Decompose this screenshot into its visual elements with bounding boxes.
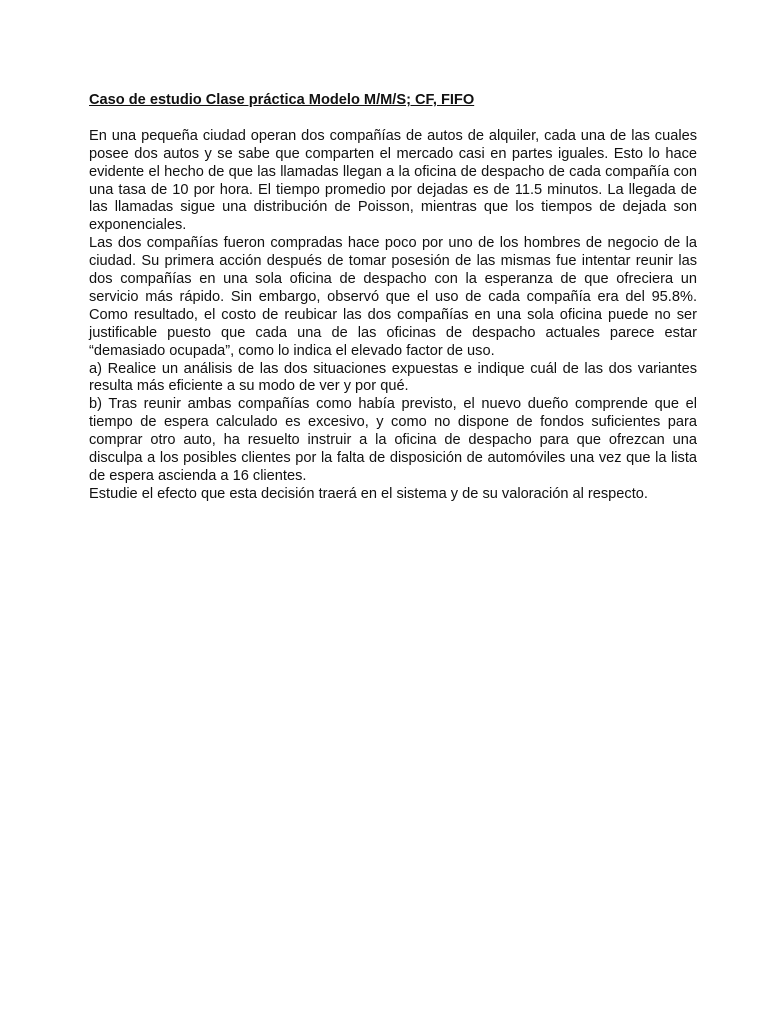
paragraph-company-merger: Las dos compañías fueron compradas hace poco por uno de los hombres de negocio de la ciudad. Su primera acción después de tomar posesión de las mismas fue intentar reunir las dos compañías en una sola oficina de despacho con la esperanza de que ofreciera un servicio más rápido. Sin embargo, observó que el uso de cada compañía era del 95.8%. Como resultado, el costo de reubicar las dos compañías en una sola oficina puede no ser justificable puesto que cada una de las oficinas de despacho actuales parece estar “demasiado ocupada”, como lo indica el elevado factor de uso. (89, 235, 697, 359)
paragraph-question-b: b) Tras reunir ambas compañías como había previsto, el nuevo dueño comprende que el tiempo de espera calculado es excesivo, y como no dispone de fondos suficientes para comprar otro auto, ha resuelto instruir a la oficina de despacho para que ofrezcan una disculpa a los posibles clientes por la falta de disposición de automóviles una vez que la lista de espera ascienda a 16 clientes. (89, 396, 697, 485)
paragraph-conclusion: Estudie el efecto que esta decisión traerá en el sistema y de su valoración al respecto. (89, 485, 648, 502)
document-body (89, 92, 697, 504)
paragraph-question-a: a) Realice un análisis de las dos situaciones expuestas e indique cuál de las dos variantes resulta más eficiente a su modo de ver y por qué. (89, 360, 697, 395)
paragraph-problem-statement: En una pequeña ciudad operan dos compañías de autos de alquiler, cada una de las cuales posee dos autos y se sabe que comparten el mercado casi en partes iguales. Esto lo hace evidente el hecho de que las llamadas llegan a la oficina de despacho de cada compañía con una tasa de 10 por hora. El tiempo promedio por dejadas es de 11.5 minutos. La llegada de las llamadas sigue una distribución de Poisson, mientras que los tiempos de dejada son exponenciales. (89, 127, 697, 234)
document-title: Caso de estudio Clase práctica Modelo M/M/S; CF, FIFO (89, 92, 475, 108)
